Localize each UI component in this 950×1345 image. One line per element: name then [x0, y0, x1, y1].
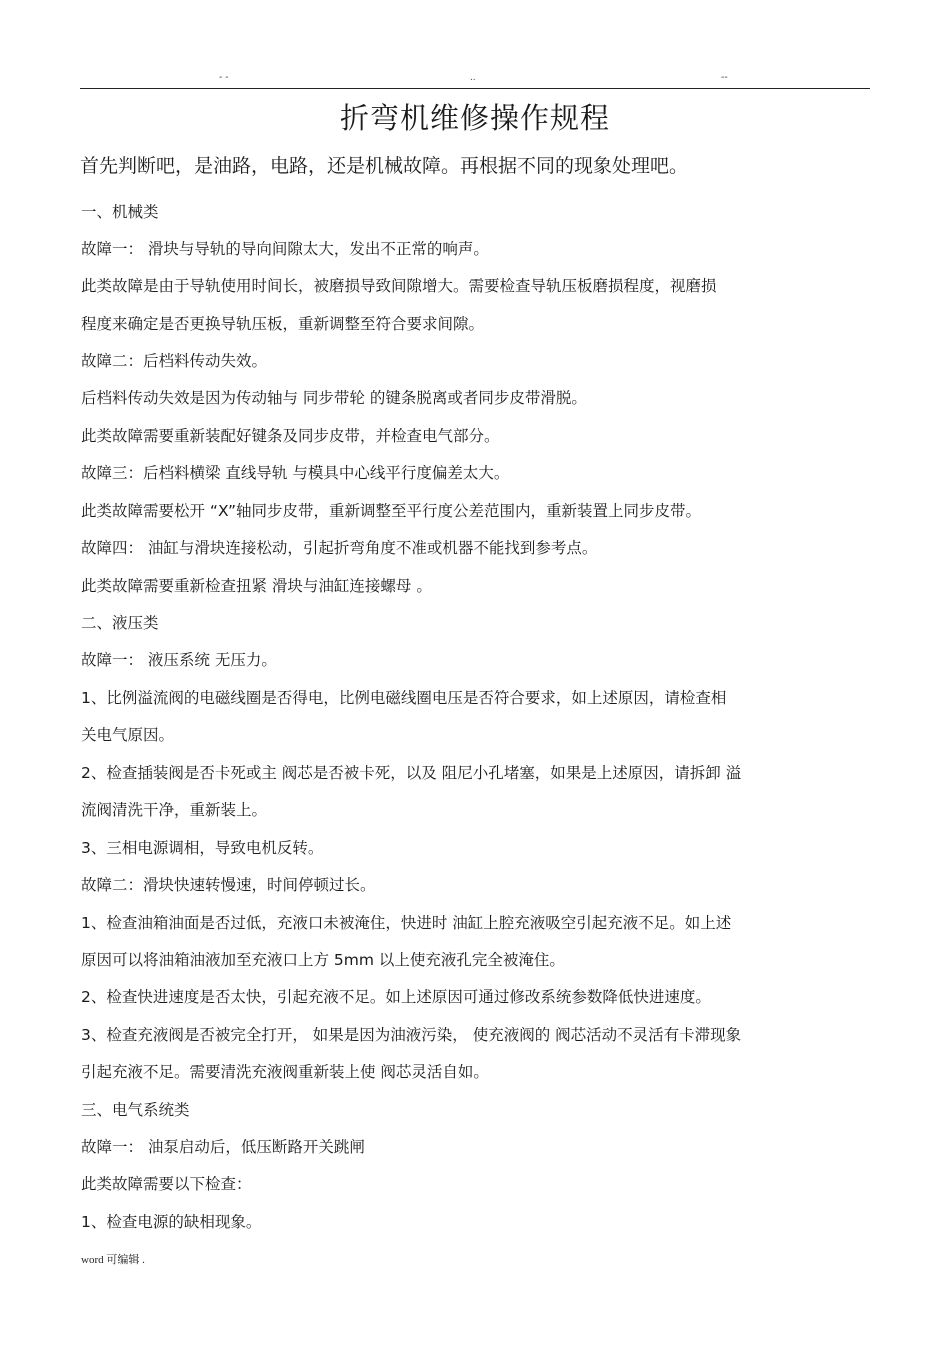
- header-rule: [80, 88, 870, 89]
- text-line: 2、检查插装阀是否卡死或主 阀芯是否被卡死，以及 阻尼小孔堵塞，如果是上述原因，请拆卸 溢: [81, 764, 742, 782]
- text-line: 此类故障是由于导轨使用时间长，被磨损导致间隙增大。需要检查导轨压板磨损程度，视磨损: [81, 277, 717, 295]
- text-line: 故障三：后档料横梁 直线导轨 与模具中心线平行度偏差太大。: [81, 464, 510, 482]
- text-line: 程度来确定是否更换导轨压板，重新调整至符合要求间隙。: [81, 315, 485, 333]
- text-line: 2、检查快进速度是否太快，引起充液不足。如上述原因可通过修改系统参数降低快进速度。: [81, 988, 711, 1006]
- section-heading-electrical: 三、电气系统类: [81, 1101, 190, 1119]
- text-line: 关电气原因。: [81, 726, 175, 744]
- header-middle-marker: ..: [470, 72, 476, 83]
- intro-paragraph: 首先判断吧，是油路，电路，还是机械故障。再根据不同的现象处理吧。: [80, 155, 689, 177]
- text-line: 此类故障需要松开 “X”轴同步皮带，重新调整至平行度公差范围内，重新装置上同步皮带。: [81, 502, 701, 520]
- text-line: 故障二：滑块快速转慢速，时间停顿过长。: [81, 876, 376, 894]
- text-line: 故障一： 滑块与导轨的导向间隙太大，发出不正常的响声。: [81, 240, 489, 258]
- text-line: 后档料传动失效是因为传动轴与 同步带轮 的键条脱离或者同步皮带滑脱。: [81, 389, 587, 407]
- footer-note: word 可编辑 .: [81, 1254, 145, 1266]
- text-line: 故障一： 液压系统 无压力。: [81, 651, 277, 669]
- text-line: 故障二：后档料传动失效。: [81, 352, 268, 370]
- header-left-marker: - -: [219, 72, 229, 83]
- text-line: 此类故障需要以下检查：: [81, 1175, 252, 1193]
- text-line: 1、检查油箱油面是否过低，充液口未被淹住，快进时 油缸上腔充液吸空引起充液不足。如上述: [81, 914, 732, 932]
- text-line: 流阀清洗干净，重新装上。: [81, 801, 268, 819]
- section-heading-hydraulic: 二、液压类: [81, 614, 159, 632]
- document-title: 折弯机维修操作规程: [339, 101, 610, 135]
- text-line: 3、三相电源调相，导致电机反转。: [81, 839, 324, 857]
- text-line: 引起充液不足。需要清洗充液阀重新装上使 阀芯灵活自如。: [81, 1063, 489, 1081]
- text-line: 原因可以将油箱油液加至充液口上方 5mm 以上使充液孔完全被淹住。: [81, 951, 565, 969]
- text-line: 3、检查充液阀是否被完全打开， 如果是因为油液污染， 使充液阀的 阀芯活动不灵活有卡滞现象: [81, 1026, 742, 1044]
- text-line: 1、检查电源的缺相现象。: [81, 1213, 262, 1231]
- text-line: 1、比例溢流阀的电磁线圈是否得电，比例电磁线圈电压是否符合要求，如上述原因，请检查相: [81, 689, 727, 707]
- text-line: 此类故障需要重新装配好键条及同步皮带，并检查电气部分。: [81, 427, 500, 445]
- header-right-marker: --: [721, 72, 728, 83]
- text-line: 故障一： 油泵启动后，低压断路开关跳闸: [81, 1138, 365, 1156]
- text-line: 故障四： 油缸与滑块连接松动，引起折弯角度不准或机器不能找到参考点。: [81, 539, 598, 557]
- section-heading-mechanical: 一、机械类: [81, 203, 159, 221]
- text-line: 此类故障需要重新检查扭紧 滑块与油缸连接螺母 。: [81, 577, 432, 595]
